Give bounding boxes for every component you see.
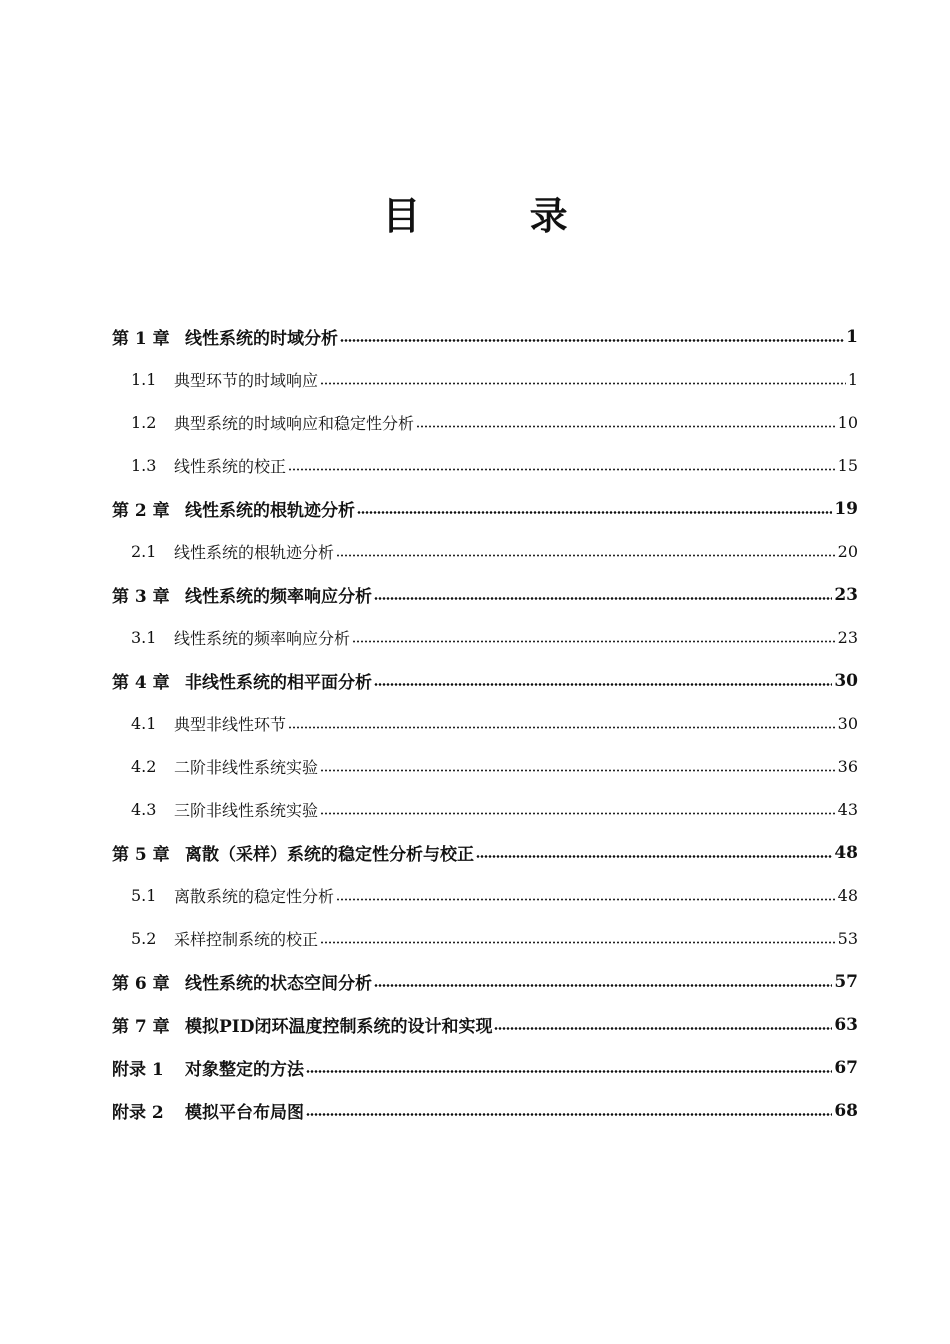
toc-entry-number: 5.1 [131,886,157,905]
toc-entry-title: 对象整定的方法 [185,1060,304,1080]
toc-section-entry[interactable] [112,702,858,745]
toc-dot-leader [374,984,832,987]
toc-page-number: 10 [837,413,858,432]
toc-entry-number: 第 2 章 [112,501,170,521]
toc-page-number: 1 [846,326,858,347]
toc-page-number: 36 [837,757,858,776]
toc-entry-number: 4.2 [131,757,157,776]
toc-chapter-entry[interactable] [112,1003,858,1046]
toc-dot-leader [494,1027,832,1030]
toc-dot-leader [352,640,836,643]
toc-chapter-entry[interactable] [112,1046,858,1089]
toc-page-number: 30 [837,714,858,733]
toc-entry-number: 4.3 [131,800,157,819]
toc-entry-number: 1.3 [131,456,157,475]
toc-entry-title: 典型非线性环节 [174,715,287,734]
toc-dot-leader [306,1113,832,1116]
toc-dot-leader [357,511,832,514]
toc-entry-number: 2.1 [131,542,157,561]
toc-dot-leader [320,812,836,815]
toc-section-entry[interactable] [112,874,858,917]
toc-page-number: 68 [834,1100,858,1121]
toc-dot-leader [288,726,836,729]
toc-entry-title: 线性系统的校正 [174,457,287,476]
toc-section-entry[interactable] [112,444,858,487]
toc-chapter-entry[interactable] [112,831,858,874]
toc-entry-title: 线性系统的时域分析 [185,329,338,349]
toc-page-number: 43 [837,800,858,819]
toc-entry-number: 1.2 [131,413,157,432]
toc-dot-leader [320,769,836,772]
toc-entry-title: 典型系统的时域响应和稳定性分析 [174,414,415,433]
toc-chapter-entry[interactable] [112,315,858,358]
toc-entry-title: 线性系统的状态空间分析 [185,974,372,994]
toc-entry-number: 5.2 [131,929,157,948]
toc-page-number: 57 [834,971,858,992]
toc-page-number: 1 [847,370,858,389]
toc-dot-leader [340,339,844,342]
toc-entry-title: 线性系统的根轨迹分析 [174,543,335,562]
toc-page-number: 15 [837,456,858,475]
toc-dot-leader [320,941,836,944]
toc-entry-number: 附录 1 [112,1060,164,1080]
toc-entry-number: 1.1 [131,370,157,389]
toc-page-number: 48 [837,886,858,905]
toc-entry-number: 第 1 章 [112,329,170,349]
toc-entry-number: 第 4 章 [112,673,170,693]
toc-page-number: 23 [837,628,858,647]
toc-entry-title: 三阶非线性系统实验 [174,801,319,820]
toc-page-number: 48 [834,842,858,863]
toc-entry-number: 第 3 章 [112,587,170,607]
toc-chapter-entry[interactable] [112,960,858,1003]
toc-page-number: 30 [834,670,858,691]
toc-entry-title: 模拟PID闭环温度控制系统的设计和实现 [185,1017,493,1037]
toc-dot-leader [374,597,832,600]
toc-entry-title: 非线性系统的相平面分析 [185,673,372,693]
toc-entry-title: 采样控制系统的校正 [174,930,319,949]
toc-entry-title: 模拟平台布局图 [185,1103,304,1123]
toc-entry-number: 3.1 [131,628,157,647]
toc-chapter-entry[interactable] [112,1089,858,1132]
toc-chapter-entry[interactable] [112,573,858,616]
toc-chapter-entry[interactable] [112,659,858,702]
toc-section-entry[interactable] [112,401,858,444]
toc-page-number: 67 [834,1057,858,1078]
toc-entry-number: 附录 2 [112,1103,164,1123]
toc-entry-title: 二阶非线性系统实验 [174,758,319,777]
toc-entry-title: 线性系统的频率响应分析 [185,587,372,607]
toc-dot-leader [336,898,836,901]
toc-chapter-entry[interactable] [112,487,858,530]
toc-entry-title: 线性系统的根轨迹分析 [185,501,355,521]
toc-dot-leader [306,1070,832,1073]
toc-entry-title: 离散（采样）系统的稳定性分析与校正 [185,845,474,865]
table-of-contents [112,315,858,1132]
toc-page-number: 23 [834,584,858,605]
toc-entry-number: 第 5 章 [112,845,170,865]
page-title: 目 录 [382,194,616,238]
toc-entry-number: 4.1 [131,714,157,733]
toc-dot-leader [476,855,832,858]
toc-section-entry[interactable] [112,745,858,788]
toc-entry-title: 典型环节的时域响应 [174,371,319,390]
toc-dot-leader [374,683,832,686]
toc-dot-leader [416,425,836,428]
toc-entry-title: 线性系统的频率响应分析 [174,629,351,648]
toc-entry-number: 第 6 章 [112,974,170,994]
toc-entry-number: 第 7 章 [112,1017,170,1037]
toc-entry-title: 离散系统的稳定性分析 [174,887,335,906]
toc-page-number: 63 [834,1014,858,1035]
toc-dot-leader [320,382,846,385]
toc-section-entry[interactable] [112,788,858,831]
toc-page-number: 53 [837,929,858,948]
toc-dot-leader [288,468,836,471]
toc-section-entry[interactable] [112,530,858,573]
toc-section-entry[interactable] [112,358,858,401]
toc-section-entry[interactable] [112,917,858,960]
toc-page-number: 19 [834,498,858,519]
toc-dot-leader [336,554,836,557]
toc-page-number: 20 [837,542,858,561]
toc-section-entry[interactable] [112,616,858,659]
